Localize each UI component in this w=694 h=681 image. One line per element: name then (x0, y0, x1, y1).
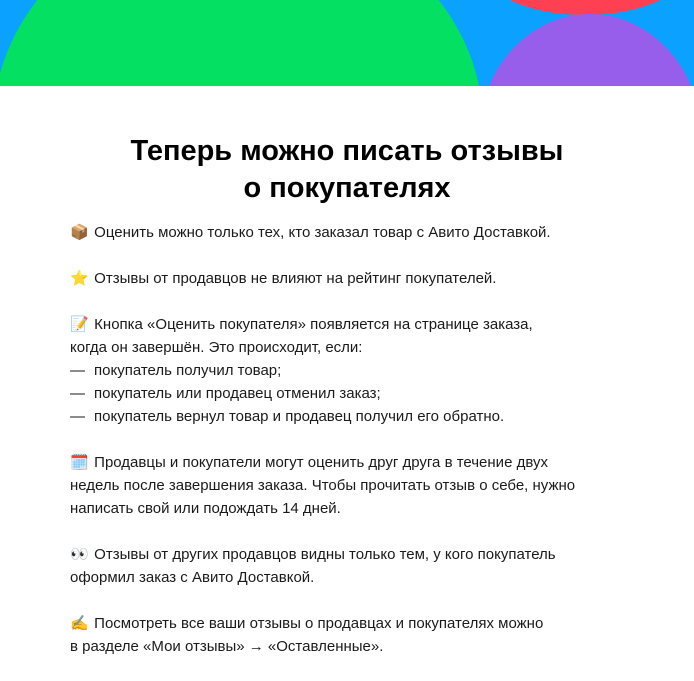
condition-list-item (70, 359, 670, 382)
condition-text: покупатель получил товар; (94, 362, 282, 379)
condition-text: покупатель или продавец отменил заказ; (94, 385, 381, 402)
rate-button-info-text-2: когда он завершён. Это происходит, если: (70, 339, 363, 356)
my-reviews-info-paragraph (70, 612, 670, 658)
paragraph-line (70, 313, 670, 336)
deadline-info-text-2: недель после завершения заказа. Чтобы прочитать отзыв о себе, нужно (70, 477, 576, 494)
delivery-info-paragraph (70, 221, 670, 244)
info-list (70, 221, 670, 681)
package-icon: 📦 (70, 223, 89, 241)
deadline-info-text-1: Продавцы и покупатели могут оценить друг друга в течение двух (94, 454, 548, 471)
visibility-info-paragraph (70, 543, 670, 589)
deadline-info-paragraph (70, 451, 670, 520)
writing-hand-icon: ✍️ (70, 614, 89, 632)
dash-marker: — (70, 385, 85, 402)
dash-marker: — (70, 408, 85, 425)
page-title-line-2: о покупателях (243, 172, 451, 204)
delivery-info-text: Оценить можно только тех, кто заказал товар с Авито Доставкой. (94, 224, 551, 241)
rating-info-text: Отзывы от продавцов не влияют на рейтинг покупателей. (94, 270, 497, 287)
condition-list-item (70, 382, 670, 405)
condition-text: покупатель вернул товар и продавец получил его обратно. (94, 408, 505, 425)
page-title (0, 133, 694, 207)
page-title-line-1: Теперь можно писать отзывы (130, 135, 564, 167)
deadline-info-text-3: написать свой или подождать 14 дней. (70, 500, 341, 517)
calendar-icon: 🗓️ (70, 453, 89, 471)
banner-graphic (0, 0, 694, 86)
condition-list-item (70, 405, 670, 428)
visibility-info-text-2: оформил заказ с Авито Доставкой. (70, 569, 315, 586)
memo-icon: 📝 (70, 315, 89, 333)
rate-button-info-paragraph (70, 313, 670, 428)
star-icon: ⭐ (70, 269, 89, 287)
header-banner (0, 0, 694, 86)
green-circle-shape (0, 0, 483, 86)
dash-marker: — (70, 362, 85, 379)
my-reviews-info-text-2: в разделе «Мои отзывы» → «Оставленные». (70, 638, 384, 655)
paragraph-line (70, 543, 670, 566)
rating-info-paragraph (70, 267, 670, 290)
eyes-icon: 👀 (70, 545, 89, 563)
paragraph-line (70, 221, 670, 244)
paragraph-line (70, 612, 670, 635)
paragraph-line (70, 451, 670, 474)
paragraph-line (70, 267, 670, 290)
rate-button-info-text-1: Кнопка «Оценить покупателя» появляется на странице заказа, (94, 316, 533, 333)
my-reviews-info-text-1: Посмотреть все ваши отзывы о продавцах и покупателях можно (94, 615, 544, 632)
visibility-info-text-1: Отзывы от других продавцов видны только тем, у кого покупатель (94, 546, 556, 563)
